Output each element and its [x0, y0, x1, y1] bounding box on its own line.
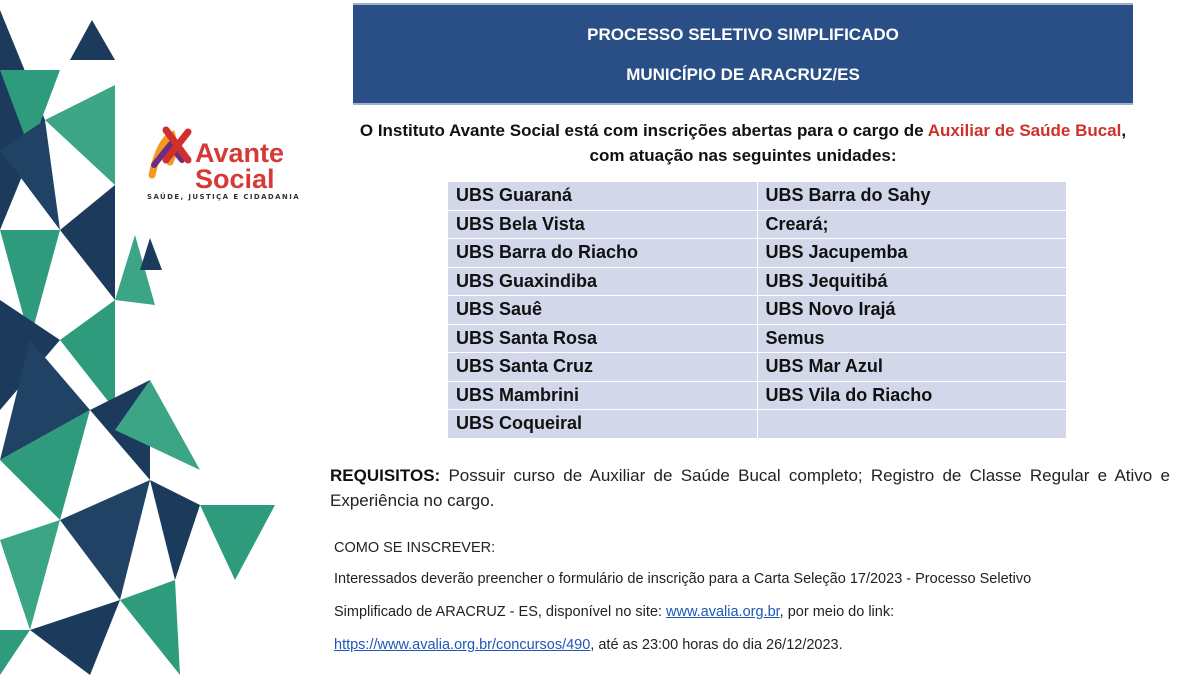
form-url-link[interactable]: https://www.avalia.org.br/concursos/490 [334, 637, 591, 653]
units-table [447, 181, 1067, 439]
header-subtitle: MUNICÍPIO DE ARACRUZ/ES [626, 65, 860, 84]
logo-tagline: SAÚDE, JUSTIÇA E CIDADANIA [147, 193, 301, 201]
header-banner [353, 3, 1133, 105]
header-title: PROCESSO SELETIVO SIMPLIFICADO [587, 25, 899, 44]
unit-cell: UBS Mar Azul [757, 353, 1067, 382]
table-row [448, 353, 1067, 382]
table-row [448, 239, 1067, 268]
logo-wordmark: Avante Social [195, 138, 285, 194]
decorative-triangle-pattern [0, 0, 300, 675]
unit-cell: UBS Coqueiral [448, 410, 758, 439]
unit-cell: UBS Guaxindiba [448, 267, 758, 296]
table-row [448, 324, 1067, 353]
unit-cell: UBS Novo Irajá [757, 296, 1067, 325]
unit-cell: UBS Jacupemba [757, 239, 1067, 268]
unit-cell: UBS Sauê [448, 296, 758, 325]
site-link[interactable]: www.avalia.org.br [666, 604, 780, 620]
table-row [448, 267, 1067, 296]
requirements-text: REQUISITOS: Possuir curso de Auxiliar de Saúde Bucal completo; Registro de Classe Regular e Ativo e Experiência no cargo. [330, 466, 1170, 510]
requirements-label: REQUISITOS: [330, 466, 441, 485]
unit-cell: UBS Mambrini [448, 381, 758, 410]
intro-text: O Instituto Avante Social está com inscrições abertas para o cargo de Auxiliar de Saúde Bucal, com atuação nas seguintes unidades: [359, 121, 1127, 165]
unit-cell: UBS Bela Vista [448, 210, 758, 239]
unit-cell [757, 410, 1067, 439]
table-row [448, 210, 1067, 239]
table-row [448, 296, 1067, 325]
unit-cell: UBS Jequitibá [757, 267, 1067, 296]
table-row [448, 381, 1067, 410]
unit-cell: UBS Vila do Riacho [757, 381, 1067, 410]
table-row [448, 410, 1067, 439]
unit-cell: UBS Barra do Riacho [448, 239, 758, 268]
unit-cell: UBS Santa Cruz [448, 353, 758, 382]
unit-cell: UBS Guaraná [448, 182, 758, 211]
unit-cell: Creará; [757, 210, 1067, 239]
role-highlight: Auxiliar de Saúde Bucal [927, 121, 1122, 140]
how-to-title: COMO SE INSCREVER: [334, 540, 496, 556]
how-to-line1: Interessados deverão preencher o formulário de inscrição para a Carta Seleção 17/2023 - Processo Seletivo [334, 571, 1032, 587]
unit-cell: UBS Barra do Sahy [757, 182, 1067, 211]
how-to-line2: Simplificado de ARACRUZ - ES, disponível no site: www.avalia.org.br, por meio do link: [334, 604, 895, 620]
unit-cell: Semus [757, 324, 1067, 353]
how-to-line3: https://www.avalia.org.br/concursos/490, até as 23:00 horas do dia 26/12/2023. [334, 637, 843, 653]
unit-cell: UBS Santa Rosa [448, 324, 758, 353]
table-row [448, 182, 1067, 211]
